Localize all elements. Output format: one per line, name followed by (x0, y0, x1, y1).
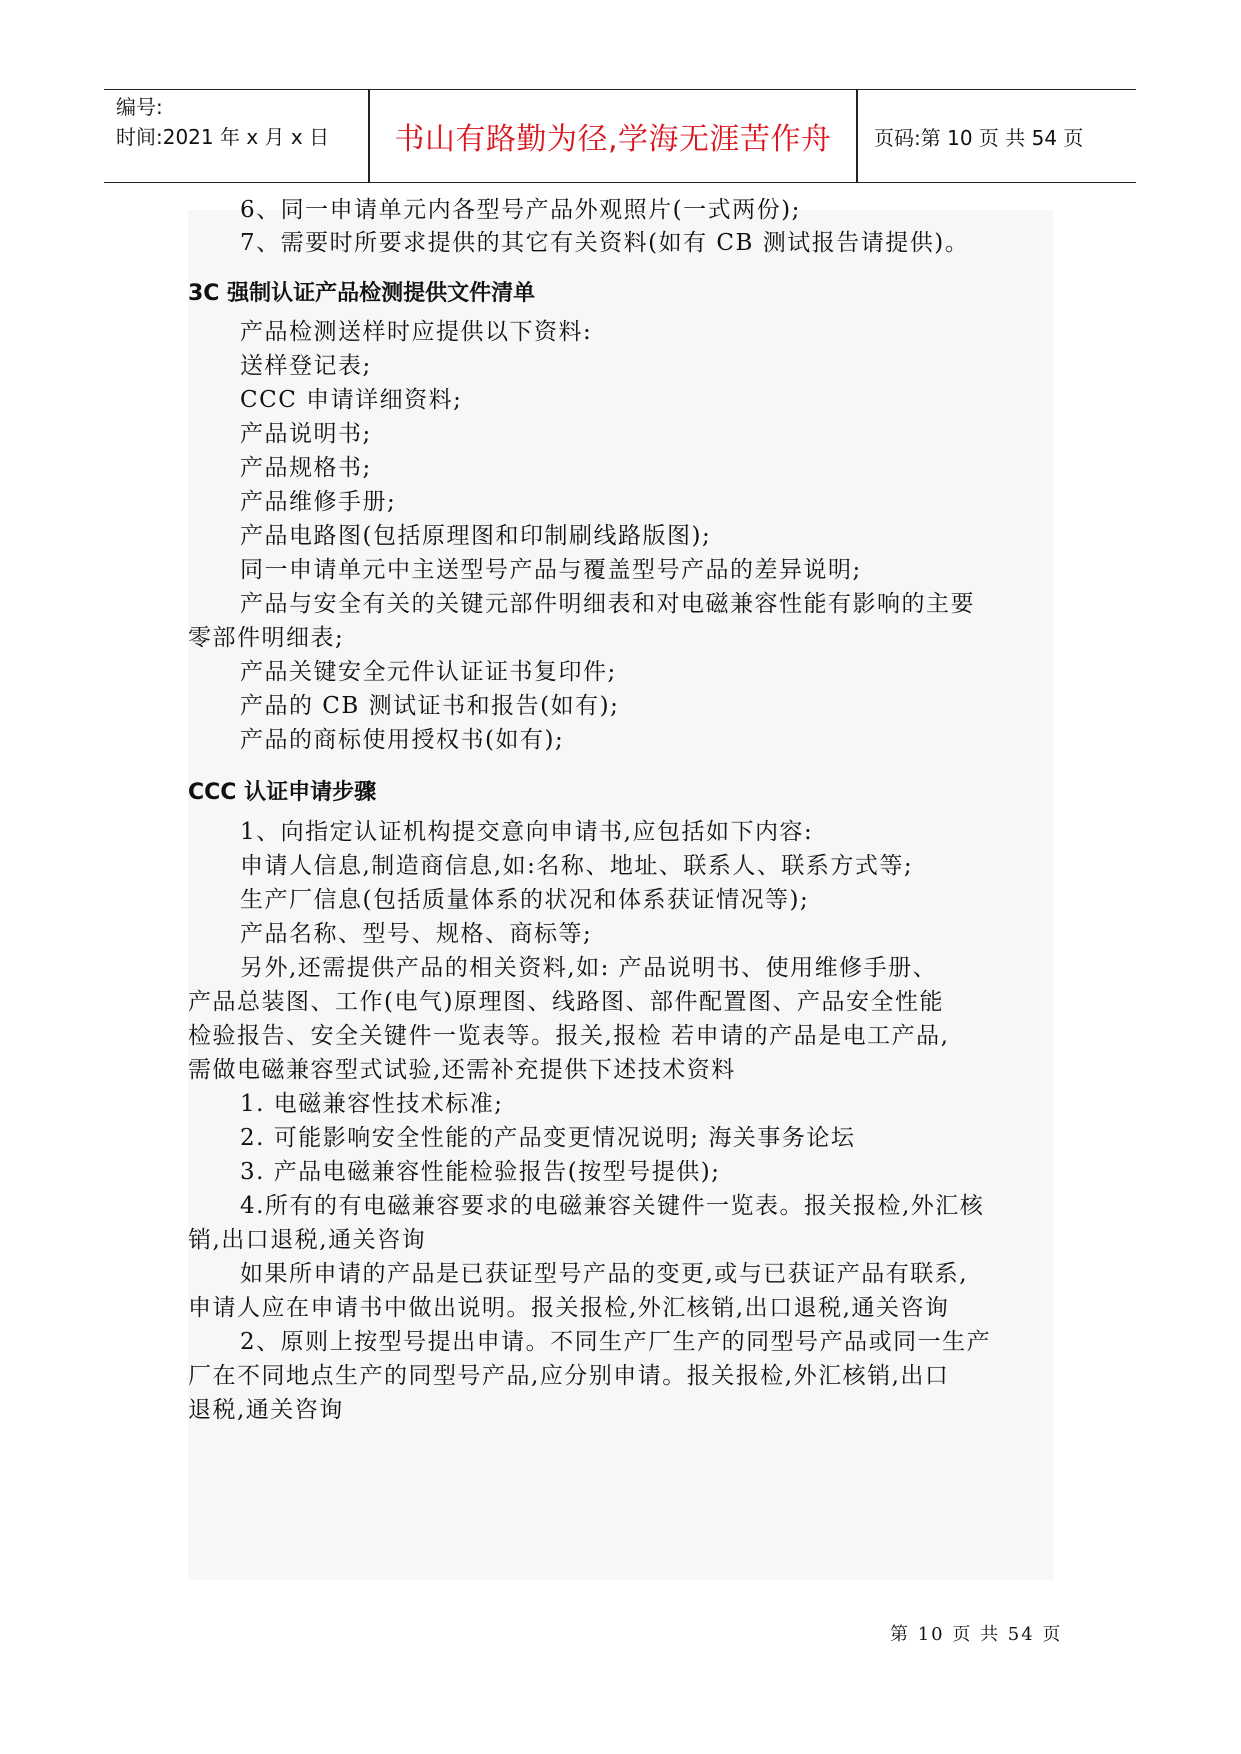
page-header (104, 89, 1136, 183)
body-line: 销,出口退税,通关咨询 (188, 1227, 427, 1253)
section-title: 3C 强制认证产品检测提供文件清单 (188, 281, 536, 306)
body-line: 申请人应在申请书中做出说明。报关报检,外汇核销,出口退税,通关咨询 (188, 1295, 950, 1321)
body-line: 3. 产品电磁兼容性能检验报告(按型号提供); (240, 1159, 721, 1185)
header-meta (116, 92, 366, 152)
body-line: 产品总装图、工作(电气)原理图、线路图、部件配置图、产品安全性能 (188, 989, 944, 1015)
body-line: 检验报告、安全关键件一览表等。报关,报检 若申请的产品是电工产品, (188, 1023, 950, 1049)
body-line: 退税,通关咨询 (188, 1397, 344, 1423)
body-line: 产品说明书; (240, 421, 372, 447)
time-label: 时间:2021 年 x 月 x 日 (116, 125, 330, 149)
header-motto: 书山有路勤为径,学海无涯苦作舟 (394, 122, 832, 157)
body-line: 产品规格书; (240, 455, 372, 481)
section-title: CCC 认证申请步骤 (188, 780, 377, 805)
body-line: 产品的 CB 测试证书和报告(如有); (240, 693, 620, 719)
body-line: 产品维修手册; (240, 489, 397, 515)
page-footer: 第 10 页 共 54 页 (890, 1624, 1063, 1645)
body-line: 1、向指定认证机构提交意向申请书,应包括如下内容: (240, 819, 814, 845)
body-line: 零部件明细表; (188, 625, 345, 651)
body-line: CCC 申请详细资料; (240, 387, 463, 413)
body-line: 厂在不同地点生产的同型号产品,应分别申请。报关报检,外汇核销,出口 (188, 1363, 950, 1389)
body-line: 需做电磁兼容型式试验,还需补充提供下述技术资料 (188, 1057, 736, 1083)
body-line: 1. 电磁兼容性技术标准; (240, 1091, 504, 1117)
body-line: 6、同一申请单元内各型号产品外观照片(一式两份); (240, 197, 801, 223)
body-line: 申请人信息,制造商信息,如:名称、地址、联系人、联系方式等; (240, 853, 914, 879)
body-line: 产品电路图(包括原理图和印制刷线路版图); (240, 523, 712, 549)
header-divider (856, 90, 858, 182)
body-line: 产品与安全有关的关键元部件明细表和对电磁兼容性能有影响的主要 (240, 591, 975, 617)
body-line: 另外,还需提供产品的相关资料,如: 产品说明书、使用维修手册、 (240, 955, 938, 981)
body-line: 7、需要时所要求提供的其它有关资料(如有 CB 测试报告请提供)。 (240, 230, 970, 256)
code-label: 编号: (116, 95, 163, 119)
body-line: 产品检测送样时应提供以下资料: (240, 319, 593, 345)
body-line: 2. 可能影响安全性能的产品变更情况说明; 海关事务论坛 (240, 1125, 856, 1151)
body-line: 同一申请单元中主送型号产品与覆盖型号产品的差异说明; (240, 557, 862, 583)
body-line: 4.所有的有电磁兼容要求的电磁兼容关键件一览表。报关报检,外汇核 (240, 1193, 985, 1219)
header-page-info: 页码:第 10 页 共 54 页 (874, 125, 1084, 150)
document-body (188, 197, 1053, 1580)
body-line: 送样登记表; (240, 353, 372, 379)
body-line: 产品关键安全元件认证证书复印件; (240, 659, 617, 685)
body-line: 产品名称、型号、规格、商标等; (240, 921, 593, 947)
body-line: 如果所申请的产品是已获证型号产品的变更,或与已获证产品有联系, (240, 1261, 969, 1287)
body-line: 2、原则上按型号提出申请。不同生产厂生产的同型号产品或同一生产 (240, 1329, 992, 1355)
body-line: 生产厂信息(包括质量体系的状况和体系获证情况等); (240, 887, 810, 913)
body-line: 产品的商标使用授权书(如有); (240, 727, 565, 753)
